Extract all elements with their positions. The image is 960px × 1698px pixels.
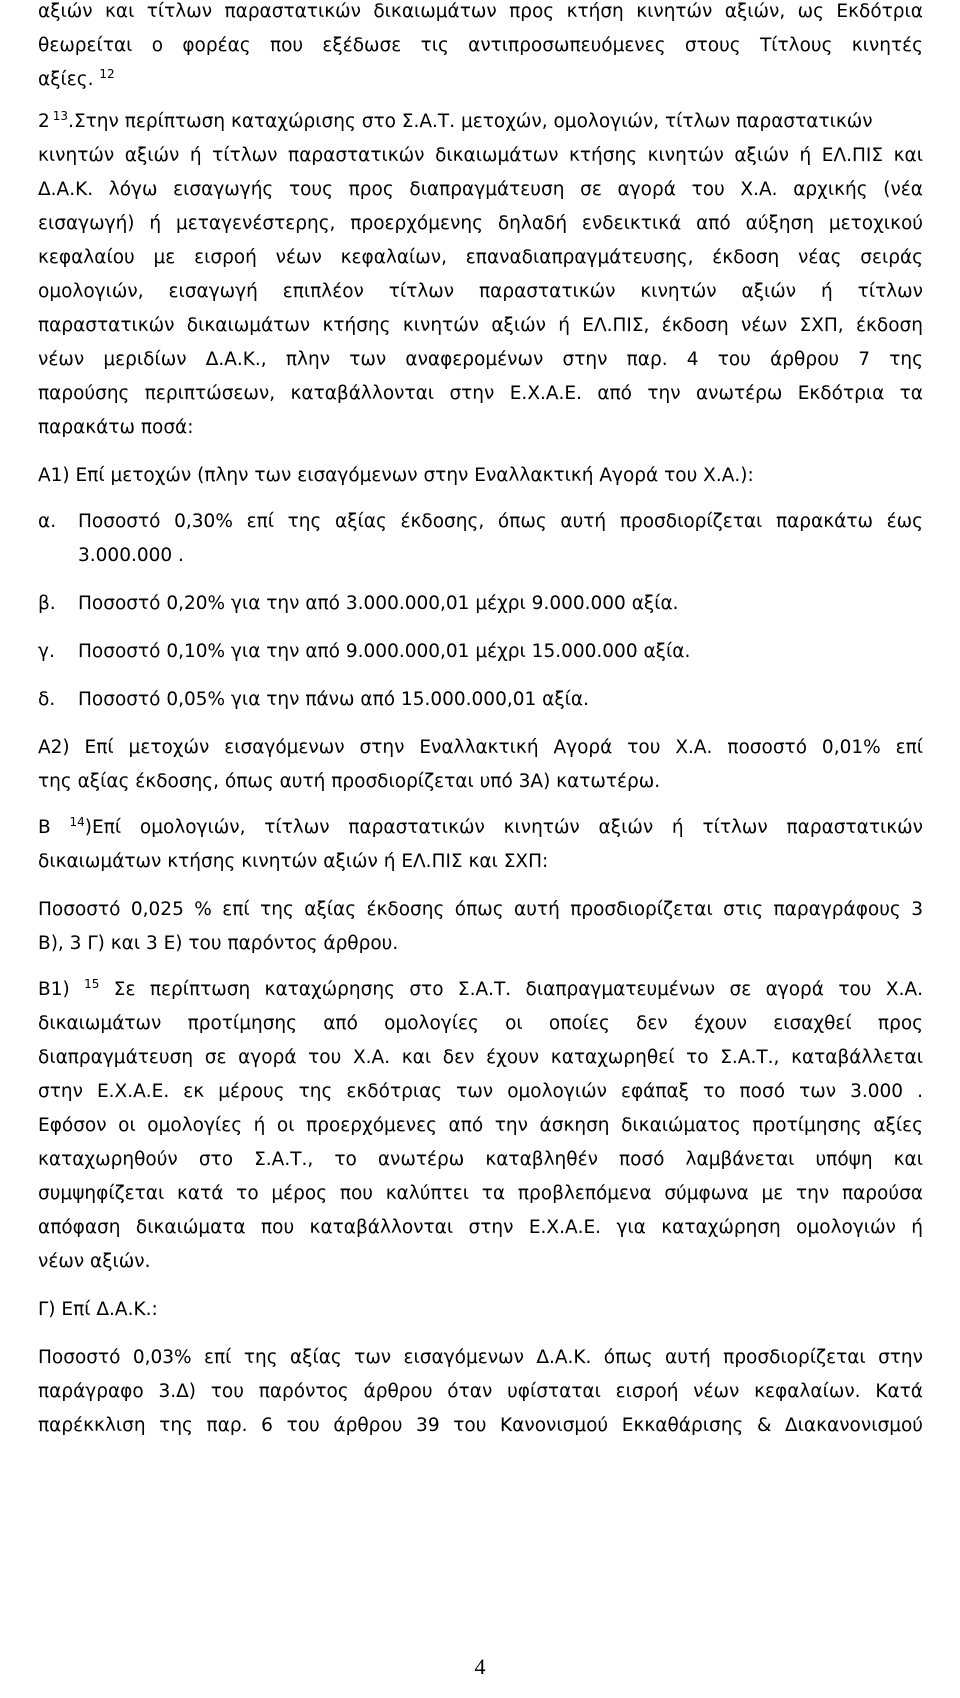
text-line xyxy=(38,68,115,92)
text-line: Δ.Α.Κ. λόγω εισαγωγής τους προς διαπραγμάτευση σε αγορά του Χ.Α. αρχικής (νέα xyxy=(38,179,923,200)
text-line: διαπραγμάτευση σε αγορά του Χ.Α. και δεν έχουν καταχωρηθεί το Σ.Α.Τ., καταβάλλεται xyxy=(38,1047,923,1068)
text-line: κεφαλαίου με εισροή νέων κεφαλαίων, επαναδιαπραγμάτευσης, έκδοση νέας σειράς xyxy=(38,247,923,268)
footnote-ref: 12 xyxy=(99,66,115,81)
text-line: παραστατικών δικαιωμάτων κτήσης κινητών αξιών ή ΕΛ.ΠΙΣ, έκδοση νέων ΣΧΠ, έκδοση xyxy=(38,315,923,336)
paragraph-number: 2 xyxy=(38,111,50,132)
list-item-text: Ποσοστό 0,30% επί της αξίας έκδοσης, όπως αυτή προσδιορίζεται παρακάτω έως xyxy=(78,511,923,532)
text-line: Ποσοστό 0,03% επί της αξίας των εισαγόμενων Δ.Α.Κ. όπως αυτή προσδιορίζεται στην xyxy=(38,1347,923,1368)
text-segment: Β xyxy=(38,817,51,838)
section-b1-heading xyxy=(38,978,923,1002)
section-a2-line: Α2) Επί μετοχών εισαγόμενων στην Εναλλακτική Αγορά του Χ.Α. ποσοστό 0,01% επί xyxy=(38,737,923,758)
text-line: δικαιωμάτων προτίμησης από ομολογίες οι οποίες δεν έχουν εισαχθεί προς xyxy=(38,1013,923,1034)
text-line: δικαιωμάτων κτήσης κινητών αξιών ή ΕΛ.ΠΙΣ και ΣΧΠ: xyxy=(38,851,549,872)
list-item-label: δ. xyxy=(38,689,56,710)
text-segment: Σε περίπτωση καταχώρησης στο Σ.Α.Τ. διαπραγματευμένων σε αγορά του Χ.Α. xyxy=(113,979,923,1000)
footnote-ref: 14 xyxy=(69,814,85,829)
list-item-continuation xyxy=(38,544,923,568)
text-segment: .Στην περίπτωση καταχώρισης στο Σ.Α.Τ. μετοχών, ομολογιών, τίτλων παραστατικών xyxy=(68,111,873,132)
list-item-text: Ποσοστό 0,05% για την πάνω από 15.000.000,01 αξία. xyxy=(78,689,589,710)
list-item xyxy=(38,510,923,534)
list-item-text: Ποσοστό 0,10% για την από 9.000.000,01 μέχρι 15.000.000 αξία. xyxy=(78,641,691,662)
text-line: παρέκκλιση της παρ. 6 του άρθρου 39 του Κανονισμού Εκκαθάρισης & Διακανονισμού xyxy=(38,1415,923,1436)
section-a2-line: της αξίας έκδοσης, όπως αυτή προσδιορίζεται υπό 3Α) κατωτέρω. xyxy=(38,771,661,792)
text-line: ομολογιών, εισαγωγή επιπλέον τίτλων παραστατικών κινητών αξιών ή τίτλων xyxy=(38,281,923,302)
footnote-ref: 13 xyxy=(52,108,69,123)
list-item-text: Ποσοστό 0,20% για την από 3.000.000,01 μέχρι 9.000.000 αξία. xyxy=(78,593,679,614)
list-item-text: 3.000.000 . xyxy=(78,545,184,566)
text-line: συμψηφίζεται κατά το μέρος που καλύπτει τα προβλεπόμενα σύμφωνα με την παρούσα xyxy=(38,1183,923,1204)
text-line: παράγραφο 3.Δ) του παρόντος άρθρου όταν υφίσταται εισροή νέων κεφαλαίων. Κατά xyxy=(38,1381,923,1402)
paragraph-2-first-line xyxy=(38,110,873,134)
section-a1-heading: Α1) Επί μετοχών (πλην των εισαγόμενων στην Εναλλακτική Αγορά του Χ.Α.): xyxy=(38,465,754,486)
text-line: Β), 3 Γ) και 3 Ε) του παρόντος άρθρου. xyxy=(38,933,399,954)
page-number: 4 xyxy=(474,1654,486,1679)
text-line: παρούσης περιπτώσεων, καταβάλλονται στην Ε.Χ.Α.Ε. από την ανωτέρω Εκδότρια τα xyxy=(38,383,923,404)
footnote-ref: 15 xyxy=(84,976,100,991)
text-segment: Β1) xyxy=(38,979,70,1000)
text-line: Ποσοστό 0,025 % επί της αξίας έκδοσης όπως αυτή προσδιορίζεται στις παραγράφους 3 xyxy=(38,899,923,920)
list-item xyxy=(38,592,923,616)
text-line: Εφόσον οι ομολογίες ή οι προερχόμενες από την άσκηση δικαιώματος προτίμησης αξίες xyxy=(38,1115,923,1136)
text-line: παρακάτω ποσά: xyxy=(38,417,194,438)
list-item-label: α. xyxy=(38,511,57,532)
text-line: νέων μεριδίων Δ.Α.Κ., πλην των αναφερομένων στην παρ. 4 του άρθρου 7 της xyxy=(38,349,923,370)
list-item xyxy=(38,688,923,712)
text-line: θεωρείται ο φορέας που εξέδωσε τις αντιπροσωπευόμενες στους Τίτλους κινητές xyxy=(38,35,923,56)
text-line: απόφαση δικαιώματα που καταβάλλονται στην Ε.Χ.Α.Ε. για καταχώρηση ομολογιών ή xyxy=(38,1217,923,1238)
list-item-label: β. xyxy=(38,593,56,614)
section-g-heading: Γ) Επί Δ.Α.Κ.: xyxy=(38,1299,158,1320)
text-line: εισαγωγή) ή μεταγενέστερης, προερχόμενης δηλαδή ενδεικτικά από αύξηση μετοχικού xyxy=(38,213,923,234)
text-line: κινητών αξιών ή τίτλων παραστατικών δικαιωμάτων κτήσης κινητών αξιών ή ΕΛ.ΠΙΣ και xyxy=(38,145,923,166)
list-item-label: γ. xyxy=(38,641,55,662)
text-segment: )Επί ομολογιών, τίτλων παραστατικών κινητών αξιών ή τίτλων παραστατικών xyxy=(84,817,923,838)
text-line: στην Ε.Χ.Α.Ε. εκ μέρους της εκδότριας των ομολογιών εφάπαξ το ποσό των 3.000 . xyxy=(38,1081,923,1102)
text-line: καταχωρηθούν στο Σ.Α.Τ., το ανωτέρω καταβληθέν ποσό λαμβάνεται υπόψη και xyxy=(38,1149,923,1170)
section-b-heading xyxy=(38,816,923,840)
text-line: νέων αξιών. xyxy=(38,1251,151,1272)
list-item xyxy=(38,640,923,664)
text-line: αξιών και τίτλων παραστατικών δικαιωμάτων προς κτήση κινητών αξιών, ως Εκδότρια xyxy=(38,1,923,22)
text-segment: αξίες. xyxy=(38,69,94,90)
